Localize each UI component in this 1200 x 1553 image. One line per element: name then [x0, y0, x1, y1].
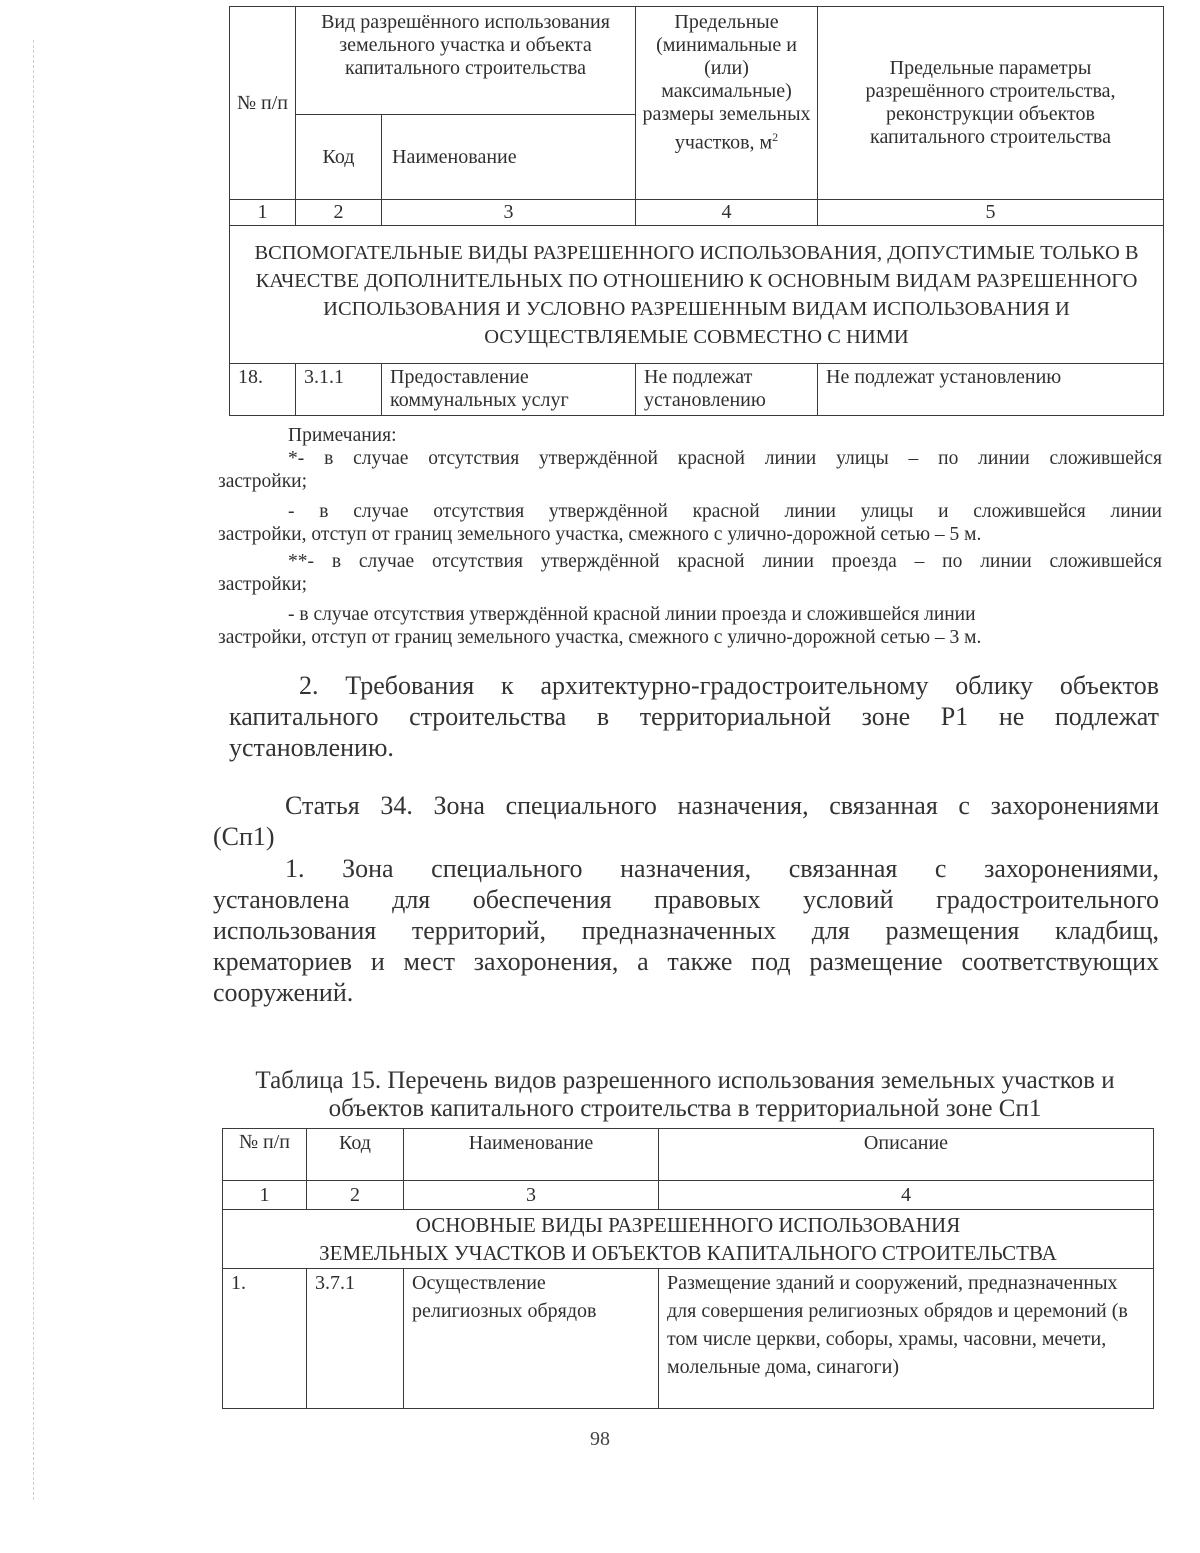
page-number: 98 [590, 1428, 610, 1450]
header-code: Код [307, 1129, 404, 1181]
header-num: № п/п [223, 1129, 307, 1181]
note-line: застройки, отступ от границ земельного участка, смежного с улично-дорожной сетью – 3 м. [218, 627, 982, 648]
col-number: 4 [636, 200, 818, 226]
note-line: застройки; [218, 471, 308, 492]
col-number: 1 [223, 1181, 307, 1210]
para-line: сооружений. [213, 978, 354, 1007]
row-code: 3.1.1 [296, 364, 382, 416]
header-name: Наименование [404, 1129, 659, 1181]
header-num: № п/п [230, 7, 296, 200]
para-line: установлена для обеспечения правовых условий градостроительного [213, 885, 1159, 914]
section-line: ЗЕМЕЛЬНЫХ УЧАСТКОВ И ОБЪЕКТОВ КАПИТАЛЬНОГО СТРОИТЕЛЬСТВА [319, 1241, 1057, 1265]
para-line: 2. Требования к архитектурно-градостроительному облику объектов [299, 671, 1159, 700]
row-num: 18. [230, 364, 296, 416]
row-name: Предоставление коммунальных услуг [382, 364, 636, 416]
col-number: 4 [659, 1181, 1154, 1210]
col-number: 5 [818, 200, 1164, 226]
article-line: (Сп1) [213, 822, 275, 851]
col-number: 2 [296, 200, 382, 226]
header-permitted-use: Вид разрешённого использования земельного участка и объекта капитального строительства [296, 7, 636, 115]
header-plot-sizes-sup: 2 [772, 130, 779, 144]
row-name: Осуществление религиозных обрядов [404, 1269, 659, 1409]
row-code: 3.7.1 [307, 1269, 404, 1409]
col-number: 3 [382, 200, 636, 226]
notes-title: Примечания: [288, 425, 397, 446]
header-plot-sizes [636, 7, 818, 200]
article-line: Статья 34. Зона специального назначения, связанная с захоронениями [285, 791, 1159, 820]
caption-line: Таблица 15. Перечень видов разрешенного использования земельных участков и [255, 1067, 1115, 1094]
note-line: **- в случае отсутствия утверждённой красной линии проезда – по линии сложившейся [288, 551, 1162, 572]
paragraph-item-1 [213, 853, 1159, 1008]
table-row [230, 364, 1164, 416]
col-number: 2 [307, 1181, 404, 1210]
table-15-caption [210, 1067, 1160, 1123]
section-title-auxiliary: ВСПОМОГАТЕЛЬНЫЕ ВИДЫ РАЗРЕШЕННОГО ИСПОЛЬЗОВАНИЯ, ДОПУСТИМЫЕ ТОЛЬКО В КАЧЕСТВЕ ДОПОЛНИТЕЛЬНЫХ ПО ОТНОШЕНИЮ К ОСНОВНЫМ ВИДАМ РАЗРЕШЕННОГО ИСПОЛЬЗОВАНИЯ И УСЛОВНО РАЗРЕШЕННЫМ ВИДАМ ИСПОЛЬЗОВАНИЯ И ОСУЩЕСТВЛЯЕМЫЕ СОВМЕСТНО С НИМИ [230, 226, 1164, 364]
note-line: - в случае отсутствия утверждённой красной линии проезда и сложившейся линии [288, 604, 976, 625]
header-code: Код [296, 115, 382, 200]
note-line: застройки, отступ от границ земельного участка, смежного с улично-дорожной сетью – 5 м. [218, 524, 982, 545]
para-line: капитального строительства в территориальной зоне Р1 не подлежат [229, 702, 1159, 731]
section-line: ОСНОВНЫЕ ВИДЫ РАЗРЕШЕННОГО ИСПОЛЬЗОВАНИЯ [415, 1213, 961, 1237]
zoning-table-15 [222, 1128, 1154, 1409]
paragraph-item-2 [229, 670, 1159, 763]
zoning-table-continuation [229, 6, 1164, 416]
header-construction-params: Предельные параметры разрешённого строительства, реконструкции объектов капитального строительства [818, 7, 1164, 200]
row-sizes: Не подлежат установлению [636, 364, 818, 416]
header-name: Наименование [382, 115, 636, 200]
row-description: Размещение зданий и сооружений, предназначенных для совершения религиозных обрядов и церемоний (в том числе церкви, соборы, храмы, часовни, мечети, молельные дома, синагоги) [659, 1269, 1154, 1409]
scan-margin-line [33, 40, 34, 1500]
table-row [223, 1269, 1154, 1409]
para-line: использования территорий, предназначенных для размещения кладбищ, [213, 916, 1159, 945]
header-description: Описание [659, 1129, 1154, 1181]
row-num: 1. [223, 1269, 307, 1409]
para-line: крематориев и мест захоронения, а также под размещение соответствующих [213, 947, 1159, 976]
header-plot-sizes-text: Предельные (минимальные и (или) максимальные) размеры земельных участков, м [642, 11, 811, 154]
notes-block [218, 424, 1162, 649]
para-line: 1. Зона специального назначения, связанная с захоронениями, [285, 854, 1159, 883]
note-line: - в случае отсутствия утверждённой красной линии улицы и сложившейся линии [288, 501, 1162, 522]
note-line: застройки; [218, 574, 308, 595]
note-line: *- в случае отсутствия утверждённой красной линии улицы – по линии сложившейся [288, 448, 1162, 469]
article-heading [213, 790, 1159, 852]
col-number: 3 [404, 1181, 659, 1210]
caption-line: объектов капитального строительства в территориальной зоне Сп1 [328, 1095, 1042, 1122]
row-params: Не подлежат установлению [818, 364, 1164, 416]
section-title-main [223, 1210, 1154, 1269]
col-number: 1 [230, 200, 296, 226]
para-line: установлению. [229, 733, 394, 762]
